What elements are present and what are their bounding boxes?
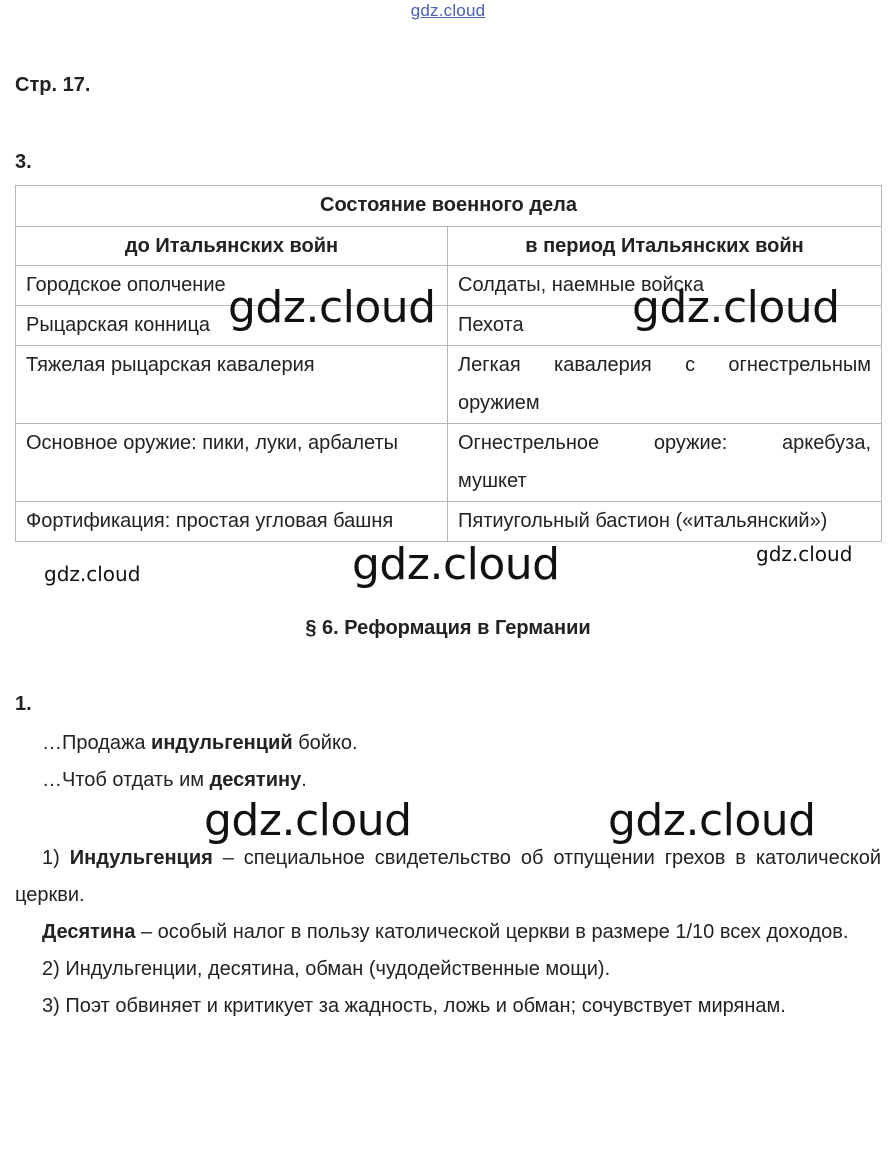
watermark: gdz.cloud (352, 539, 560, 590)
table-cell-line: мушкет (458, 470, 527, 492)
table-cell (448, 424, 882, 502)
quote-text: . (301, 769, 307, 791)
definition-term: Индульгенция (69, 847, 213, 869)
definition-term: Десятина (42, 921, 136, 943)
watermark: gdz.cloud (44, 562, 141, 586)
table-cell: Тяжелая рыцарская кавалерия (16, 346, 448, 424)
table-cell (448, 346, 882, 424)
table-cell: Пехота (448, 306, 882, 346)
answer-2: 2) Индульгенции, десятина, обман (чудодейственные мощи). (42, 958, 611, 980)
quotes-block (15, 725, 881, 799)
table-title: Состояние военного дела (16, 186, 882, 227)
quote-line (15, 725, 881, 762)
table-cell: Фортификация: простая угловая башня (16, 502, 448, 542)
military-affairs-table (15, 185, 882, 542)
quote-term: десятину (209, 769, 302, 791)
table-header-during: в период Итальянских войн (448, 227, 882, 266)
definition-indulgence (15, 840, 881, 914)
section-title: § 6. Реформация в Германии (305, 617, 591, 639)
task-3-label: 3. (15, 151, 32, 173)
table-row (16, 502, 882, 542)
table-cell: Солдаты, наемные войска (448, 266, 882, 306)
table-cell-line: Огнестрельное оружие: аркебуза, (458, 432, 871, 454)
page-label: Стр. 17. (15, 74, 91, 96)
watermark: gdz.cloud (632, 282, 840, 333)
definition-tithe (15, 914, 881, 951)
quote-line (15, 762, 881, 799)
watermark-top-link[interactable]: gdz.cloud (410, 1, 486, 20)
answers-block (15, 840, 881, 1025)
table-row (16, 424, 882, 502)
table-cell: Рыцарская конница (16, 306, 448, 346)
answer-number: 1) (42, 847, 70, 869)
watermark: gdz.cloud (756, 542, 853, 566)
table-row (16, 346, 882, 424)
table-header-before: до Итальянских войн (16, 227, 448, 266)
definition-text: – особый налог в пользу католической церкви в размере 1/10 всех доходов. (135, 921, 849, 943)
quote-text: бойко. (292, 732, 358, 754)
task-1-label: 1. (15, 693, 32, 715)
definition-text: – специальное свидетельство об отпущении грехов в католической церкви. (15, 847, 881, 906)
table-cell-line: Легкая кавалерия с огнестрельным (458, 354, 871, 376)
quote-text: …Чтоб отдать им (42, 769, 210, 791)
watermark: gdz.cloud (204, 795, 412, 846)
table-cell-line: оружием (458, 392, 540, 414)
watermark: gdz.cloud (228, 282, 436, 333)
table-cell: Городское ополчение (16, 266, 448, 306)
table-cell: Пятиугольный бастион («итальянский») (448, 502, 882, 542)
quote-text: …Продажа (42, 732, 152, 754)
answer-3: 3) Поэт обвиняет и критикует за жадность, ложь и обман; сочувствует мирянам. (42, 995, 786, 1017)
watermark: gdz.cloud (608, 795, 816, 846)
quote-term: индульгенций (151, 732, 293, 754)
table-cell: Основное оружие: пики, луки, арбалеты (16, 424, 448, 502)
